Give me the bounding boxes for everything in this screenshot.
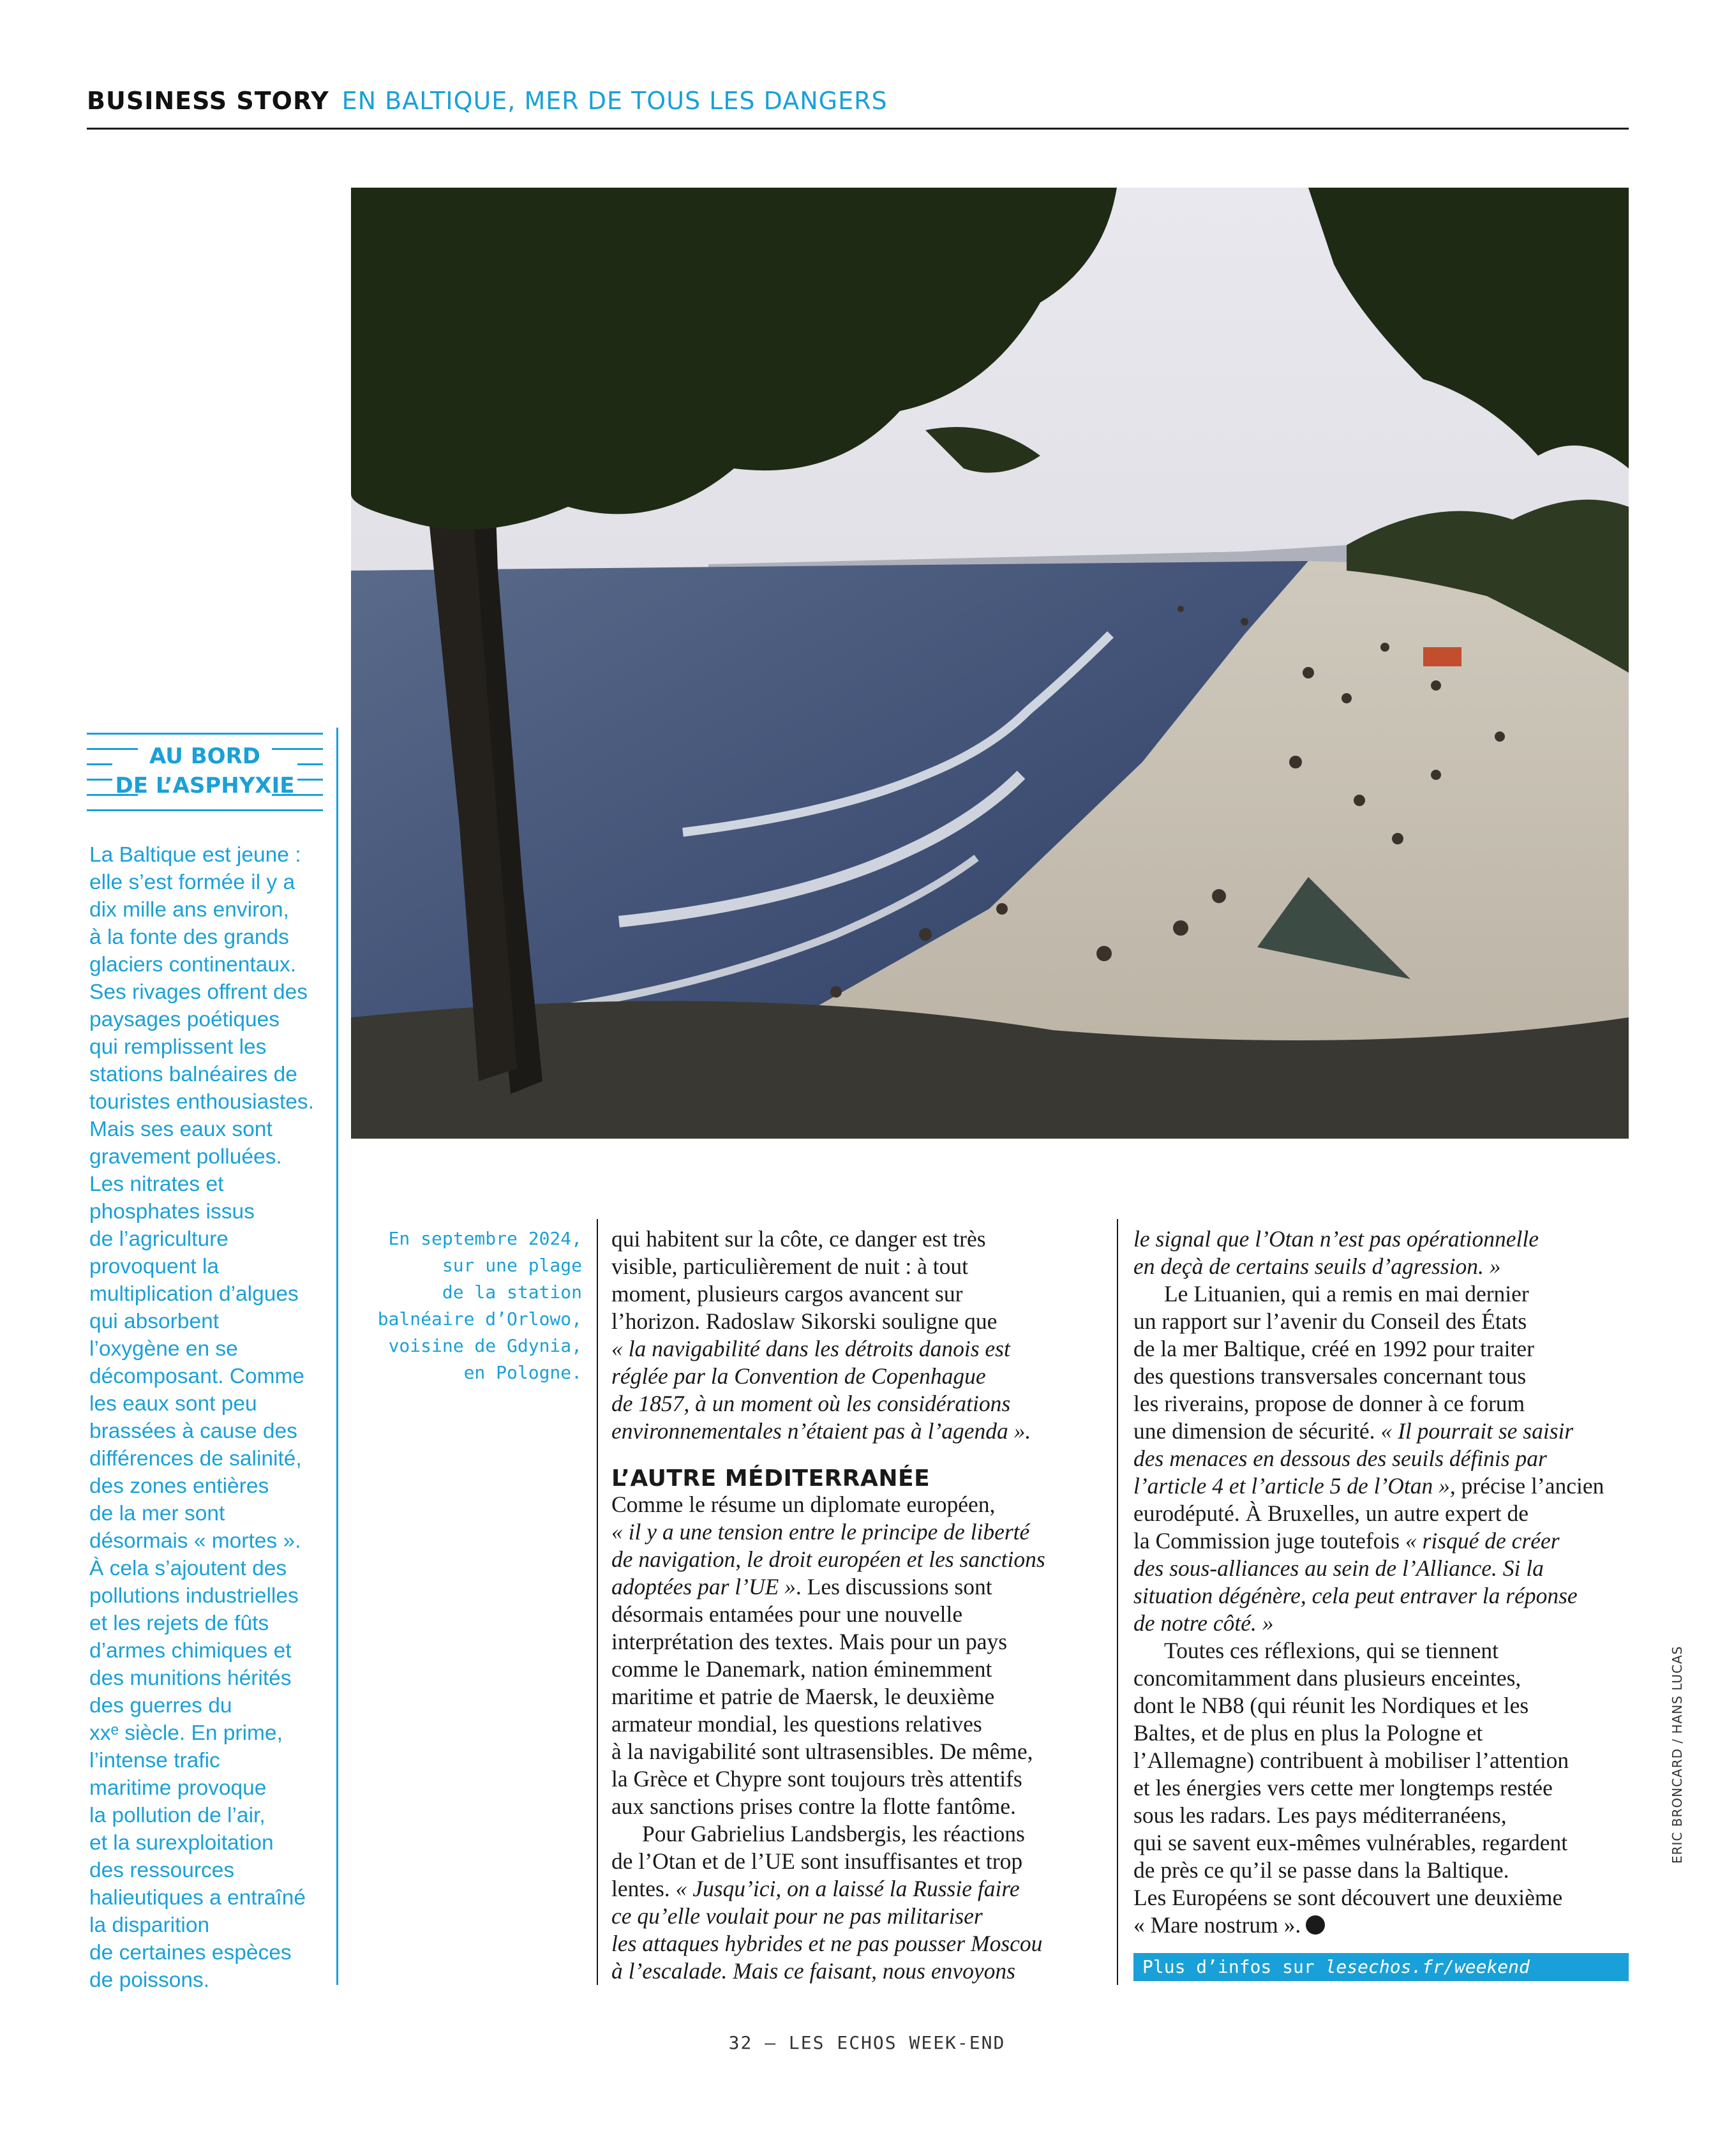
sidebar-title-line: DE L’ASPHYXIE xyxy=(115,773,295,798)
more-info-label: Plus d’infos sur xyxy=(1142,1956,1326,1977)
sidebar-title-box xyxy=(87,729,323,812)
quote-text: « il y a une tension entre le principe de liberté de navigation, le droit européen et les sanctions adoptées par l’UE » xyxy=(611,1519,1045,1599)
paragraph xyxy=(611,1491,1096,1820)
end-of-article-bullet xyxy=(1306,1915,1325,1935)
paragraph-text: Toutes ces réflexions, qui se tiennent concomitamment dans plusieurs enceintes, dont le NB8 (qui réunit les Nordiques et les Baltes, et de plus en plus la Pologne et l’Allemagne) contribuent à mobiliser l’attention et les énergies vers cette mer longtemps restée sous les radars. Les pays méditerranéens, qui se savent eux-mêmes vulnérables, regardent de près ce qu’il se passe dans la Baltique. Les Européens se sont découvert une deuxième « Mare nostrum ». xyxy=(1133,1638,1569,1938)
sidebar-body: La Baltique est jeune : elle s’est formée il y a dix mille ans environ, à la fonte des grands glaciers continentaux. Ses rivages offrent des paysages poétiques qui remplissent les stations balnéaires de touristes enthousiastes. Mais ses eaux sont gravement polluées. Les nitrates et phosphates issus de l’agriculture provoquent la multiplication d’algues qui absorbent l’oxygène en se décomposant. Comme les eaux sont peu brassées à cause des différences de salinité, des zones entières de la mer sont désormais « mortes ». À cela s’ajoutent des pollutions industrielles et les rejets de fûts d’armes chimiques et des munitions hérités des guerres du xxᵉ siècle. En prime, l’intense trafic maritime provoque la pollution de l’air, et la surexploitation des ressources halieutiques a entraîné la disparition de certaines espèces de poissons. xyxy=(89,843,314,1992)
paragraph xyxy=(611,1820,1096,1985)
article-column-right xyxy=(1133,1225,1629,1939)
quote-text: « Il pourrait se saisir des menaces en dessous des seuils définis par l’article 4 et l’article 5 de l’Otan » xyxy=(1133,1418,1574,1499)
paragraph-text: , précise l’ancien eurodéputé. À Bruxelles, un autre expert de la Commission juge toutefois xyxy=(1133,1473,1604,1553)
column-divider xyxy=(1117,1219,1118,1985)
article-headline: EN BALTIQUE, MER DE TOUS LES DANGERS xyxy=(341,87,888,115)
quote-text: « risqué de créer des sous-alliances au sein de l’Alliance. Si la situation dégénère, cela peut entraver la réponse de notre côté. » xyxy=(1133,1528,1578,1636)
column-divider xyxy=(597,1219,598,1985)
sidebar-bottom-rule xyxy=(87,809,323,811)
photo-caption: En septembre 2024, sur une plage de la station balnéaire d’Orlowo, voisine de Gdynia, en Pologne. xyxy=(377,1228,582,1383)
beach-photo-illustration xyxy=(351,188,1629,1139)
quote-text: « Jusqu’ici, on a laissé la Russie faire ce qu’elle voulait pour ne pas militariser les attaques hybrides et ne pas pousser Moscou à l’escalade. Mais ce faisant, nous envoyons xyxy=(611,1876,1043,1984)
quote-text: le signal que l’Otan n’est pas opérationnelle en deçà de certains seuils d’agression. » xyxy=(1133,1226,1539,1279)
photo-credit: ERIC BRONCARD / HANS LUCAS xyxy=(1670,1645,1685,1864)
page-footer: 32 – LES ECHOS WEEK-END xyxy=(728,2032,1006,2053)
more-info-banner[interactable] xyxy=(1133,1953,1629,1981)
sidebar-top-rule xyxy=(87,733,323,735)
article-subhead: L’AUTRE MÉDITERRANÉE xyxy=(611,1465,931,1492)
paragraph xyxy=(1133,1280,1629,1637)
paragraph-text: Le Lituanien, qui a remis en mai dernier un rapport sur l’avenir du Conseil des États de la mer Baltique, créé en 1992 pour traiter des questions transversales concernant tous les riverains, propose de donner à ce forum une dimension de sécurité. xyxy=(1133,1281,1534,1444)
paragraph xyxy=(1133,1637,1629,1939)
quote-text: « la navigabilité dans les détroits danois est réglée par la Convention de Copenhague de 1857, à un moment où les considérations environnementales n’étaient pas à l’agenda ». xyxy=(611,1336,1031,1444)
rubric-label: BUSINESS STORY xyxy=(87,87,329,115)
sidebar-divider xyxy=(336,728,338,1985)
paragraph-text: . Les discussions sont désormais entamées pour une nouvelle interprétation des textes. Mais pour un pays comme le Danemark, nation éminemment maritime et patrie de Maersk, le deuxième armateur mondial, les questions relatives à la navigabilité sont ultrasensibles. De même, la Grèce et Chypre sont toujours très attentifs aux sanctions prises contre la flotte fantôme. xyxy=(611,1574,1033,1819)
paragraph-text: qui habitent sur la côte, ce danger est très visible, particulièrement de nuit : à tout moment, plusieurs cargos avancent sur l’horizon. Radoslaw Sikorski souligne que xyxy=(611,1226,998,1334)
more-info-link[interactable]: lesechos.fr/weekend xyxy=(1325,1956,1530,1977)
sidebar-title xyxy=(87,742,323,800)
paragraph-text: Comme le résume un diplomate européen, xyxy=(611,1492,996,1517)
paragraph-text: Pour Gabrielius Landsbergis, les réactions de l’Otan et de l’UE sont insuffisantes et trop lentes. xyxy=(611,1821,1025,1901)
sidebar-title-line: AU BORD xyxy=(149,744,260,769)
beach-photo xyxy=(351,188,1629,1139)
page-header xyxy=(87,82,1629,130)
article-column-middle xyxy=(611,1225,1096,1985)
